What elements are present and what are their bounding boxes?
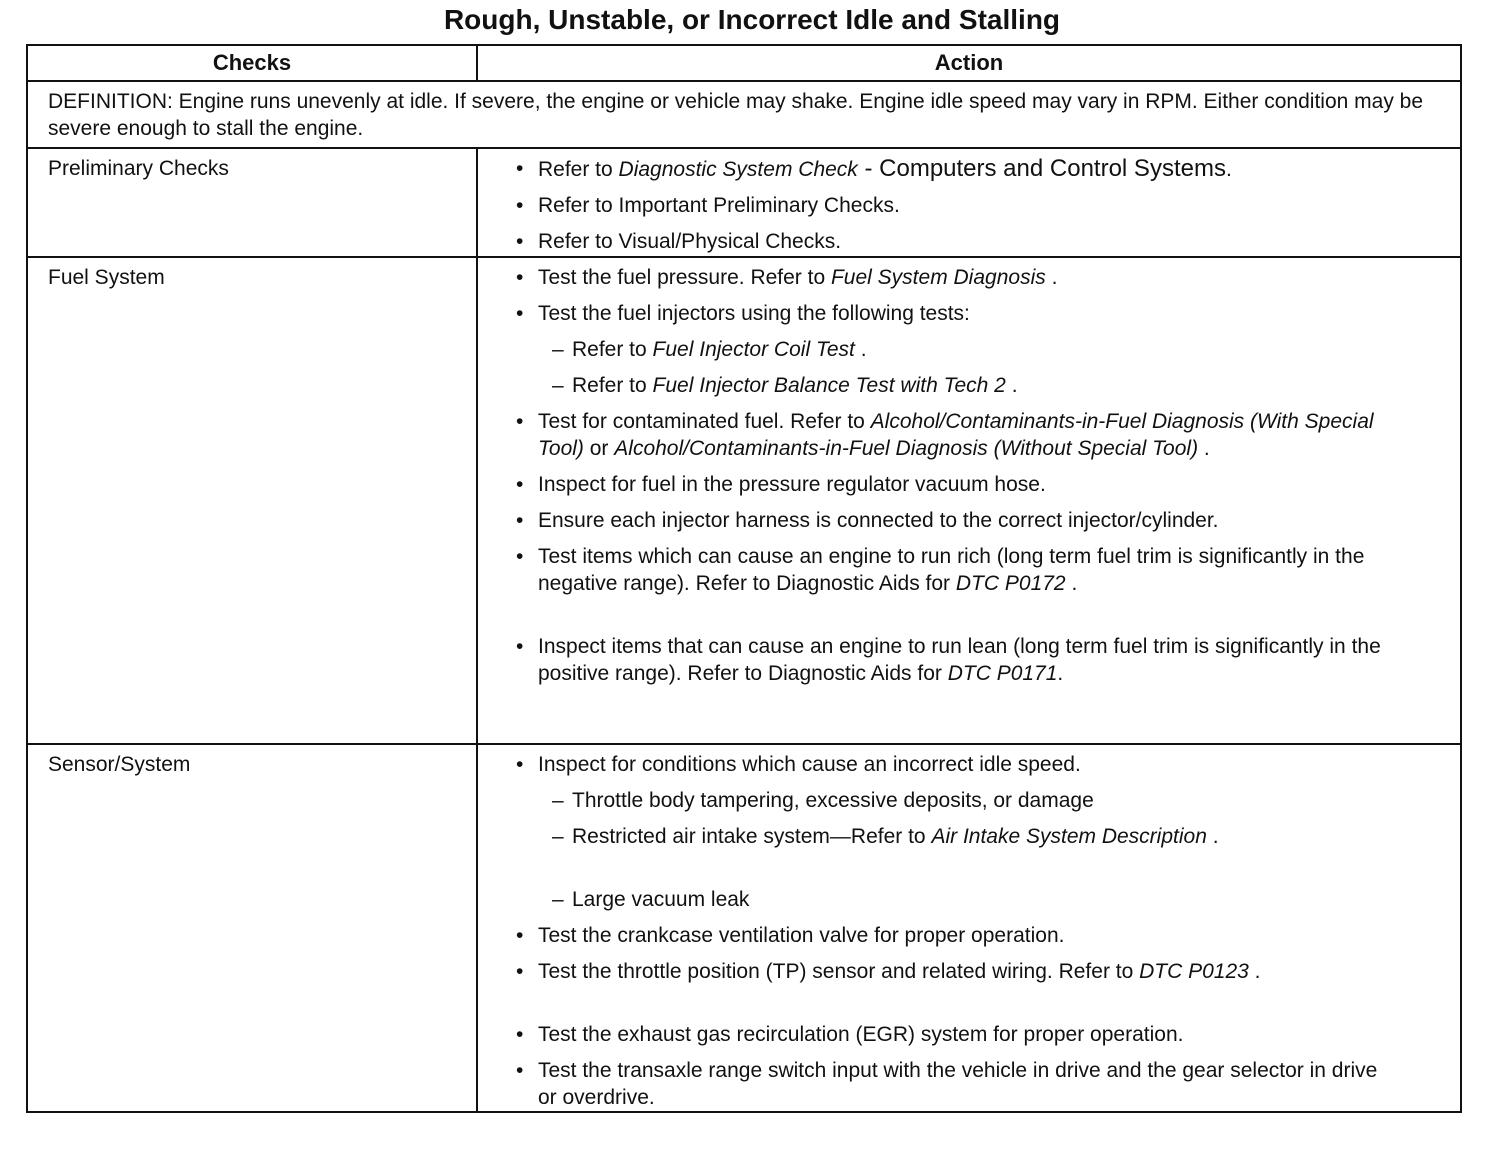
header-checks: Checks: [28, 46, 478, 80]
item-text: .: [1065, 572, 1078, 595]
item-text: Inspect items that can cause an engine to run lean (long term fuel trim is significantly in the positive range). Refer to Diagnostic Aids for: [538, 635, 1381, 685]
bullet-marker: •: [516, 635, 524, 658]
item-text: Inspect for fuel in the pressure regulator vacuum hose.: [538, 473, 1046, 496]
bullet-marker: •: [516, 473, 524, 496]
header-action: Action: [934, 50, 1004, 75]
bullet-item: [512, 228, 1400, 255]
bullet-marker: •: [516, 194, 524, 217]
bullet-item: [512, 543, 1400, 597]
item-text: Test the fuel injectors using the following tests:: [538, 302, 970, 325]
bullet-marker: •: [516, 230, 524, 253]
dash-marker: –: [552, 374, 564, 397]
item-text: Test the fuel pressure. Refer to: [538, 266, 831, 289]
bullet-marker: •: [516, 1023, 524, 1046]
bullet-marker: •: [516, 302, 524, 325]
item-text: Test items which can cause an engine to run rich (long term fuel trim is significantly in the negative range). Refer to Diagnostic Aids for: [538, 545, 1365, 595]
item-text: Test the throttle position (TP) sensor and related wiring. Refer to: [538, 960, 1140, 983]
table-header: [28, 46, 1460, 82]
check-label: Preliminary Checks: [48, 157, 229, 180]
action-list: [512, 751, 1400, 1120]
diagnostic-table: [26, 44, 1462, 1113]
reference-text: DTC P0172: [955, 572, 1066, 595]
bullet-item: [512, 922, 1400, 949]
bullet-marker: •: [516, 960, 524, 983]
dash-marker: –: [552, 338, 564, 361]
reference-text: Alcohol/Contaminants-in-Fuel Diagnosis (Without Special Tool): [614, 437, 1199, 460]
check-label: Fuel System: [48, 266, 165, 289]
item-text: Refer to Visual/Physical Checks.: [538, 230, 842, 253]
item-text: Large vacuum leak: [572, 888, 750, 911]
item-text: Test the exhaust gas recirculation (EGR) system for proper operation.: [538, 1023, 1184, 1046]
definition-row: DEFINITION: Engine runs unevenly at idle. If severe, the engine or vehicle may shake. Engine idle speed may vary in RPM. Either condition may be severe enough to stall the engine.: [28, 82, 1460, 149]
item-text: .: [1225, 158, 1232, 181]
bullet-item: [512, 300, 1400, 327]
sub-item: [512, 787, 1400, 814]
item-text: Test the crankcase ventilation valve for proper operation.: [538, 924, 1065, 947]
bullet-marker: •: [516, 1059, 524, 1082]
item-text: Test for contaminated fuel. Refer to: [538, 410, 871, 433]
bullet-marker: •: [516, 924, 524, 947]
reference-text: Fuel System Diagnosis: [830, 266, 1046, 289]
bullet-marker: •: [516, 753, 524, 776]
bullet-item: [512, 1057, 1400, 1111]
item-text: Refer to: [572, 338, 653, 361]
reference-text: DTC P0123: [1139, 960, 1249, 983]
bullet-marker: •: [516, 410, 524, 433]
item-text: or: [583, 437, 615, 460]
bullet-marker: •: [516, 545, 524, 568]
item-text: Inspect for conditions which cause an incorrect idle speed.: [538, 753, 1081, 776]
action-list: [512, 264, 1400, 696]
item-text: Refer to: [572, 374, 653, 397]
bullet-item: [512, 958, 1400, 985]
item-text: Restricted air intake system—Refer to: [572, 825, 932, 848]
item-text: - Computers and Control Systems: [857, 155, 1226, 182]
reference-text: Air Intake System Description: [931, 825, 1207, 848]
item-text: Ensure each injector harness is connected to the correct injector/cylinder.: [538, 509, 1219, 532]
reference-text: DTC P0171: [947, 662, 1058, 685]
item-text: .: [854, 338, 867, 361]
item-text: .: [1005, 374, 1018, 397]
bullet-marker: •: [516, 266, 524, 289]
bullet-item: [512, 264, 1400, 291]
table-row: [28, 258, 1460, 745]
dash-marker: –: [552, 789, 564, 812]
item-text: .: [1198, 437, 1210, 460]
item-text: Refer to Important Preliminary Checks.: [538, 194, 900, 217]
bullet-item: [512, 507, 1400, 534]
bullet-marker: •: [516, 157, 524, 180]
reference-text: Fuel Injector Balance Test with Tech 2: [652, 374, 1006, 397]
sub-item: [512, 372, 1400, 399]
page-title: Rough, Unstable, or Incorrect Idle and Stalling: [443, 4, 1061, 35]
bullet-item: [512, 751, 1400, 778]
item-text: Throttle body tampering, excessive deposits, or damage: [572, 789, 1094, 812]
reference-text: Fuel Injector Coil Test: [652, 338, 855, 361]
item-text: .: [1248, 960, 1261, 983]
item-text: Refer to: [538, 158, 619, 181]
bullet-marker: •: [516, 509, 524, 532]
item-text: Test the transaxle range switch input with the vehicle in drive and the gear selector in drive or overdrive.: [538, 1059, 1378, 1109]
item-text: .: [1057, 662, 1064, 685]
table-row: [28, 149, 1460, 258]
dash-marker: –: [552, 825, 564, 848]
reference-text: Diagnostic System Check: [618, 158, 858, 181]
sub-item: [512, 823, 1400, 850]
bullet-item: [512, 471, 1400, 498]
bullet-item: [512, 408, 1400, 462]
bullet-item: [512, 192, 1400, 219]
sub-item: [512, 886, 1400, 913]
sub-item: [512, 336, 1400, 363]
table-row: [28, 745, 1460, 1111]
bullet-item: [512, 633, 1400, 687]
bullet-item: [512, 155, 1400, 183]
bullet-item: [512, 1021, 1400, 1048]
action-list: [512, 155, 1400, 264]
check-label: Sensor/System: [48, 753, 191, 776]
item-text: .: [1045, 266, 1058, 289]
dash-marker: –: [552, 888, 564, 911]
reference-text: Alcohol/Contaminants-in-Fuel Diagnosis (With Special Tool): [538, 410, 1374, 460]
item-text: .: [1206, 825, 1219, 848]
